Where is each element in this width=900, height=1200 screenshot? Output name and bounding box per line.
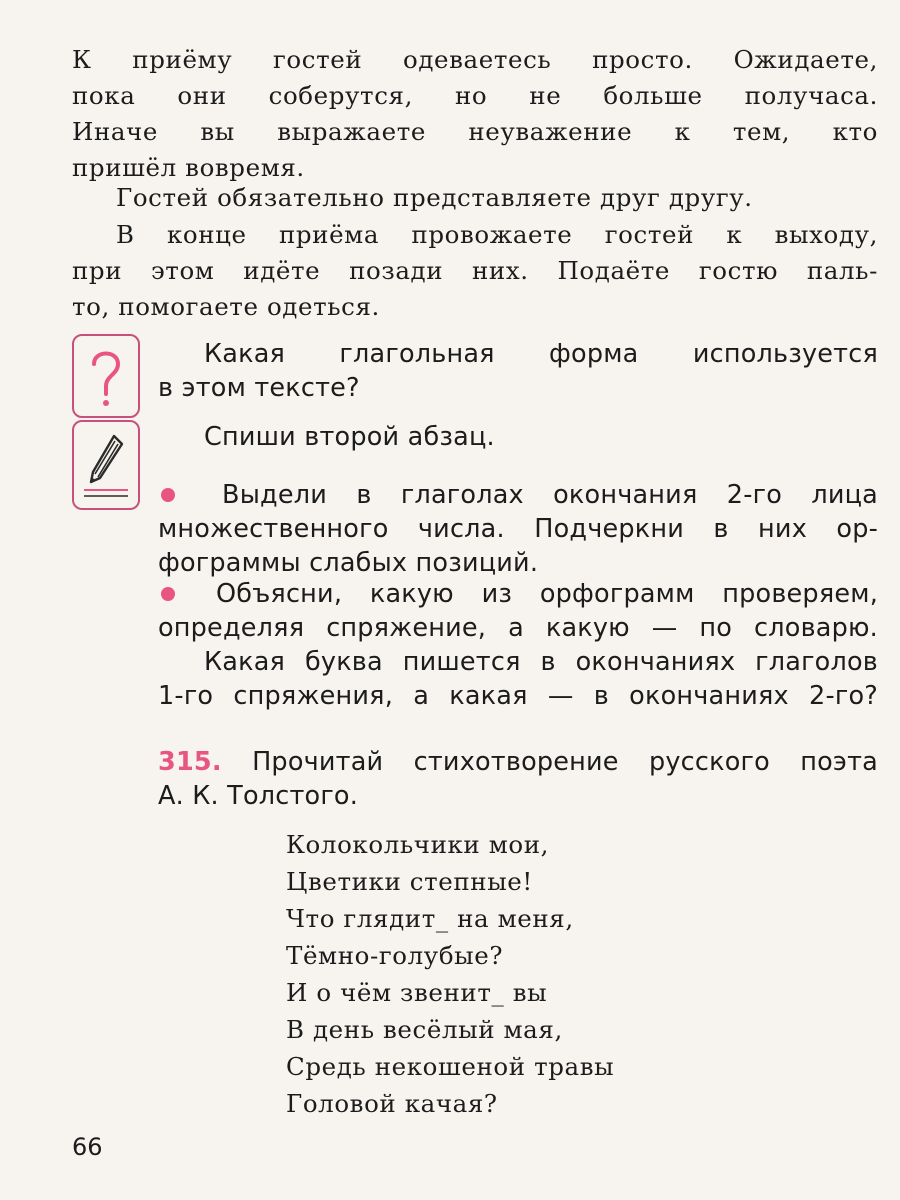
text-line: в этом тексте? xyxy=(158,373,360,403)
page-number: 66 xyxy=(72,1133,103,1161)
exercise-315 xyxy=(158,745,878,813)
text-line: Спиши второй абзац. xyxy=(204,422,495,452)
text-line: пришёл вовремя. xyxy=(72,153,305,182)
poem-line: Средь некошеной травы xyxy=(286,1052,615,1081)
exercise-number: 315. xyxy=(158,747,222,777)
text-line: Гостей обязательно представляете друг другу. xyxy=(116,183,753,212)
text-line: пока они соберутся, но не больше получаса. xyxy=(72,81,878,110)
text-line: Какая буква пишется в окончаниях глаголов xyxy=(204,647,878,677)
poem-line: Тёмно-голубые? xyxy=(286,941,504,970)
text-line: то, помогаете одеться. xyxy=(72,292,380,321)
text-line: фограммы слабых позиций. xyxy=(158,548,539,578)
poem-line: Что глядит_ на меня, xyxy=(286,904,574,933)
text-line: К приёму гостей одеваетесь просто. Ожидаете, xyxy=(72,45,878,74)
poem-line: И о чём звенит_ вы xyxy=(286,978,548,1007)
text-line: множественного числа. Подчеркни в них ор- xyxy=(158,514,878,544)
text-line: В конце приёма провожаете гостей к выходу, xyxy=(116,220,878,249)
bullet-2-text xyxy=(158,577,878,645)
pencil-drawing-icon xyxy=(74,422,138,508)
text-line: при этом идёте позади них. Подаёте гостю паль- xyxy=(72,256,878,285)
poem-line: В день весёлый мая, xyxy=(286,1015,563,1044)
poem-line: Головой качая? xyxy=(286,1089,498,1118)
text-line: Объясни, какую из орфограмм проверяем, xyxy=(216,579,878,609)
paragraph-3 xyxy=(72,217,878,325)
poem-line: Колокольчики мои, xyxy=(286,830,550,859)
question-mark-icon xyxy=(74,336,138,416)
question-icon xyxy=(72,334,140,418)
text-line: А. К. Толстого. xyxy=(158,781,359,811)
question-text xyxy=(158,337,878,405)
pencil-icon xyxy=(72,420,140,510)
text-line: Выдели в глаголах окончания 2-го лица xyxy=(222,480,878,510)
text-line: Какая глагольная форма используется xyxy=(204,339,878,369)
poem xyxy=(286,826,706,1122)
text-line: 1-го спряжения, а какая — в окончаниях 2-го? xyxy=(158,681,878,711)
copy-task-text xyxy=(158,420,878,454)
paragraph-1 xyxy=(72,42,878,186)
text-line: Иначе вы выражаете неуважение к тем, кто xyxy=(72,117,878,146)
bullet-1-text xyxy=(158,478,878,580)
exercise-heading xyxy=(158,745,878,779)
text-line: определяя спряжение, а какую — по словарю. xyxy=(158,613,878,643)
poem-line: Цветики степные! xyxy=(286,867,533,896)
final-question-text xyxy=(158,645,878,713)
exercise-instruction: Прочитай стихотворение русского поэта xyxy=(252,747,879,777)
paragraph-2 xyxy=(72,180,878,216)
